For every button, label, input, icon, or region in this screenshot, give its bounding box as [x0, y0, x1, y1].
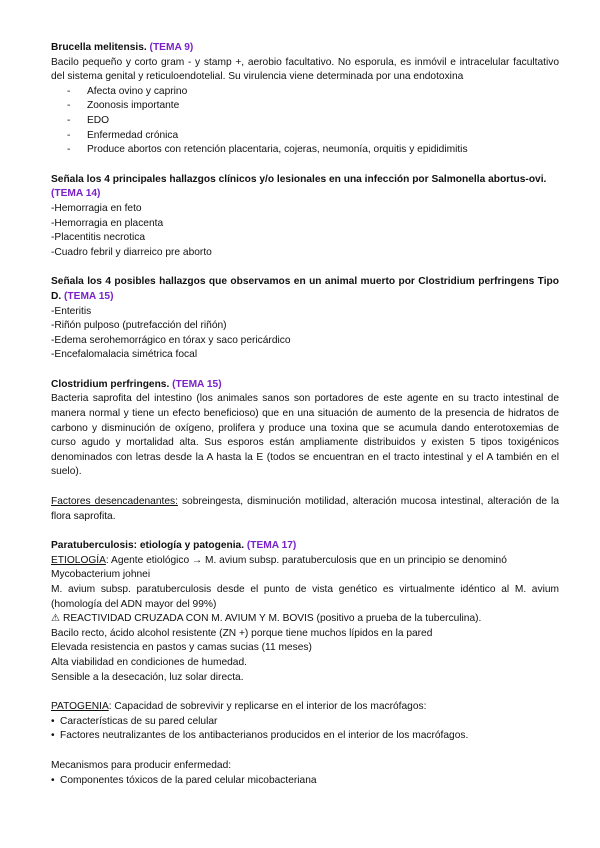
- brucella-list: [51, 85, 559, 158]
- clostridium-title: Clostridium perfringens.: [51, 378, 170, 390]
- paratb-line: Alta viabilidad en condiciones de humedad.: [51, 656, 247, 668]
- list-item: - EDO: [51, 114, 559, 129]
- etiologia-text: : Agente etiológico → M. avium subsp. paratuberculosis que en un principio se denominó Mycobacterium johnei: [51, 554, 507, 581]
- factores-section: [51, 495, 559, 524]
- list-item: -Hemorragia en feto: [51, 202, 142, 214]
- list-item: -Edema serohemorrágico en tórax y saco pericárdico: [51, 334, 291, 346]
- list-item: • Factores neutralizantes de los antibacterianos producidos en el interior de los macrófagos.: [51, 729, 559, 744]
- factores-text: sobreingesta, disminución motilidad, alteración mucosa intestinal, alteración de la flora saprofita.: [51, 496, 559, 522]
- clostridium-text: Bacteria saprofita del intestino (los animales sanos son portadores de este agente en su tracto intestinal de manera normal y tiene un efecto beneficioso) que en una situación de aumento de la presencia de hidratos de carbono y disminución de oxígeno, prolifera y produce una toxina que se acumula dando enterotoxemias de curso agudo y mortalidad alta. Sus esporos están ampliamente distribuidos y existen 5 tipos toxigénicos denominados con letras desde la A hasta la E (todos se encuentran en el tracto intestinal y el A también en el suelo).: [51, 393, 559, 478]
- patogenia-text: : Capacidad de sobrevivir y replicarse en el interior de los macrófagos:: [108, 701, 427, 713]
- paratb-tema: (TEMA 17): [246, 540, 297, 552]
- mecanismos-title: Mecanismos para producir enfermedad:: [51, 759, 232, 771]
- list-item: - Afecta ovino y caprino: [51, 85, 559, 100]
- brucella-section: [51, 41, 559, 158]
- patogenia-label: PATOGENIA: [51, 701, 109, 713]
- clostridium-d-tema: (TEMA 15): [64, 290, 114, 302]
- clostridium-d-section: [51, 275, 559, 363]
- clostridium-tema: (TEMA 15): [172, 378, 222, 390]
- paratb-section: [51, 539, 559, 685]
- paratb-title: Paratuberculosis: etiología y patogenia.: [51, 540, 245, 552]
- patogenia-section: [51, 700, 559, 744]
- patogenia-list: [51, 715, 559, 744]
- list-item: -Hemorragia en placenta: [51, 217, 164, 229]
- brucella-title: Brucella melitensis.: [51, 42, 147, 53]
- list-item: -Placentitis necrotica: [51, 232, 145, 244]
- clostridium-d-question: Señala los 4 posibles hallazgos que observamos en un animal muerto por Clostridium perfringens Tipo D.: [51, 276, 559, 302]
- list-item: • Características de su pared celular: [51, 715, 559, 730]
- paratb-line: Bacilo recto, ácido alcohol resistente (ZN +) porque tiene muchos lípidos en la pared: [51, 627, 433, 639]
- salmonella-question: Señala los 4 principales hallazgos clínicos y/o lesionales en una infección por Salmonella abortus-ovi.: [51, 173, 547, 185]
- list-item: • Componentes tóxicos de la pared celular micobacteriana: [51, 774, 559, 789]
- mecanismos-section: [51, 759, 559, 788]
- list-item: -Cuadro febril y diarreico pre aborto: [51, 246, 212, 258]
- reactividad-warning: ⚠ REACTIVIDAD CRUZADA CON M. AVIUM Y M. BOVIS (positivo a prueba de la tuberculina).: [51, 613, 482, 625]
- list-item: - Produce abortos con retención placentaria, cojeras, neumonía, orquitis y epididimitis: [51, 143, 559, 158]
- document-page: [51, 41, 559, 788]
- mecanismos-list: [51, 774, 559, 789]
- salmonella-section: [51, 173, 559, 261]
- brucella-text: Bacilo pequeño y corto gram - y stamp +, aerobio facultativo. No esporula, es inmóvil e intracelular facultativo del sistema genital y reticuloendotelial. Su virulencia viene determinada por una endotoxina: [51, 56, 559, 83]
- avium-text: M. avium subsp. paratuberculosis desde el punto de vista genético es virtualmente idéntico al M. avium (homología del ADN mayor del 99%): [51, 584, 559, 610]
- list-item: - Enfermedad crónica: [51, 129, 559, 144]
- paratb-line: Sensible a la desecación, luz solar directa.: [51, 671, 244, 683]
- list-item: - Zoonosis importante: [51, 99, 559, 114]
- etiologia-label: ETIOLOGÍA: [51, 554, 106, 566]
- brucella-tema: (TEMA 9): [149, 42, 194, 53]
- salmonella-tema: (TEMA 14): [51, 188, 101, 200]
- clostridium-section: [51, 378, 559, 480]
- factores-label: Factores desencadenantes:: [51, 496, 178, 508]
- list-item: -Encefalomalacia simétrica focal: [51, 349, 198, 361]
- paratb-line: Elevada resistencia en pastos y camas sucias (11 meses): [51, 642, 312, 654]
- list-item: -Enteritis: [51, 305, 92, 317]
- list-item: -Riñón pulposo (putrefacción del riñón): [51, 320, 227, 332]
